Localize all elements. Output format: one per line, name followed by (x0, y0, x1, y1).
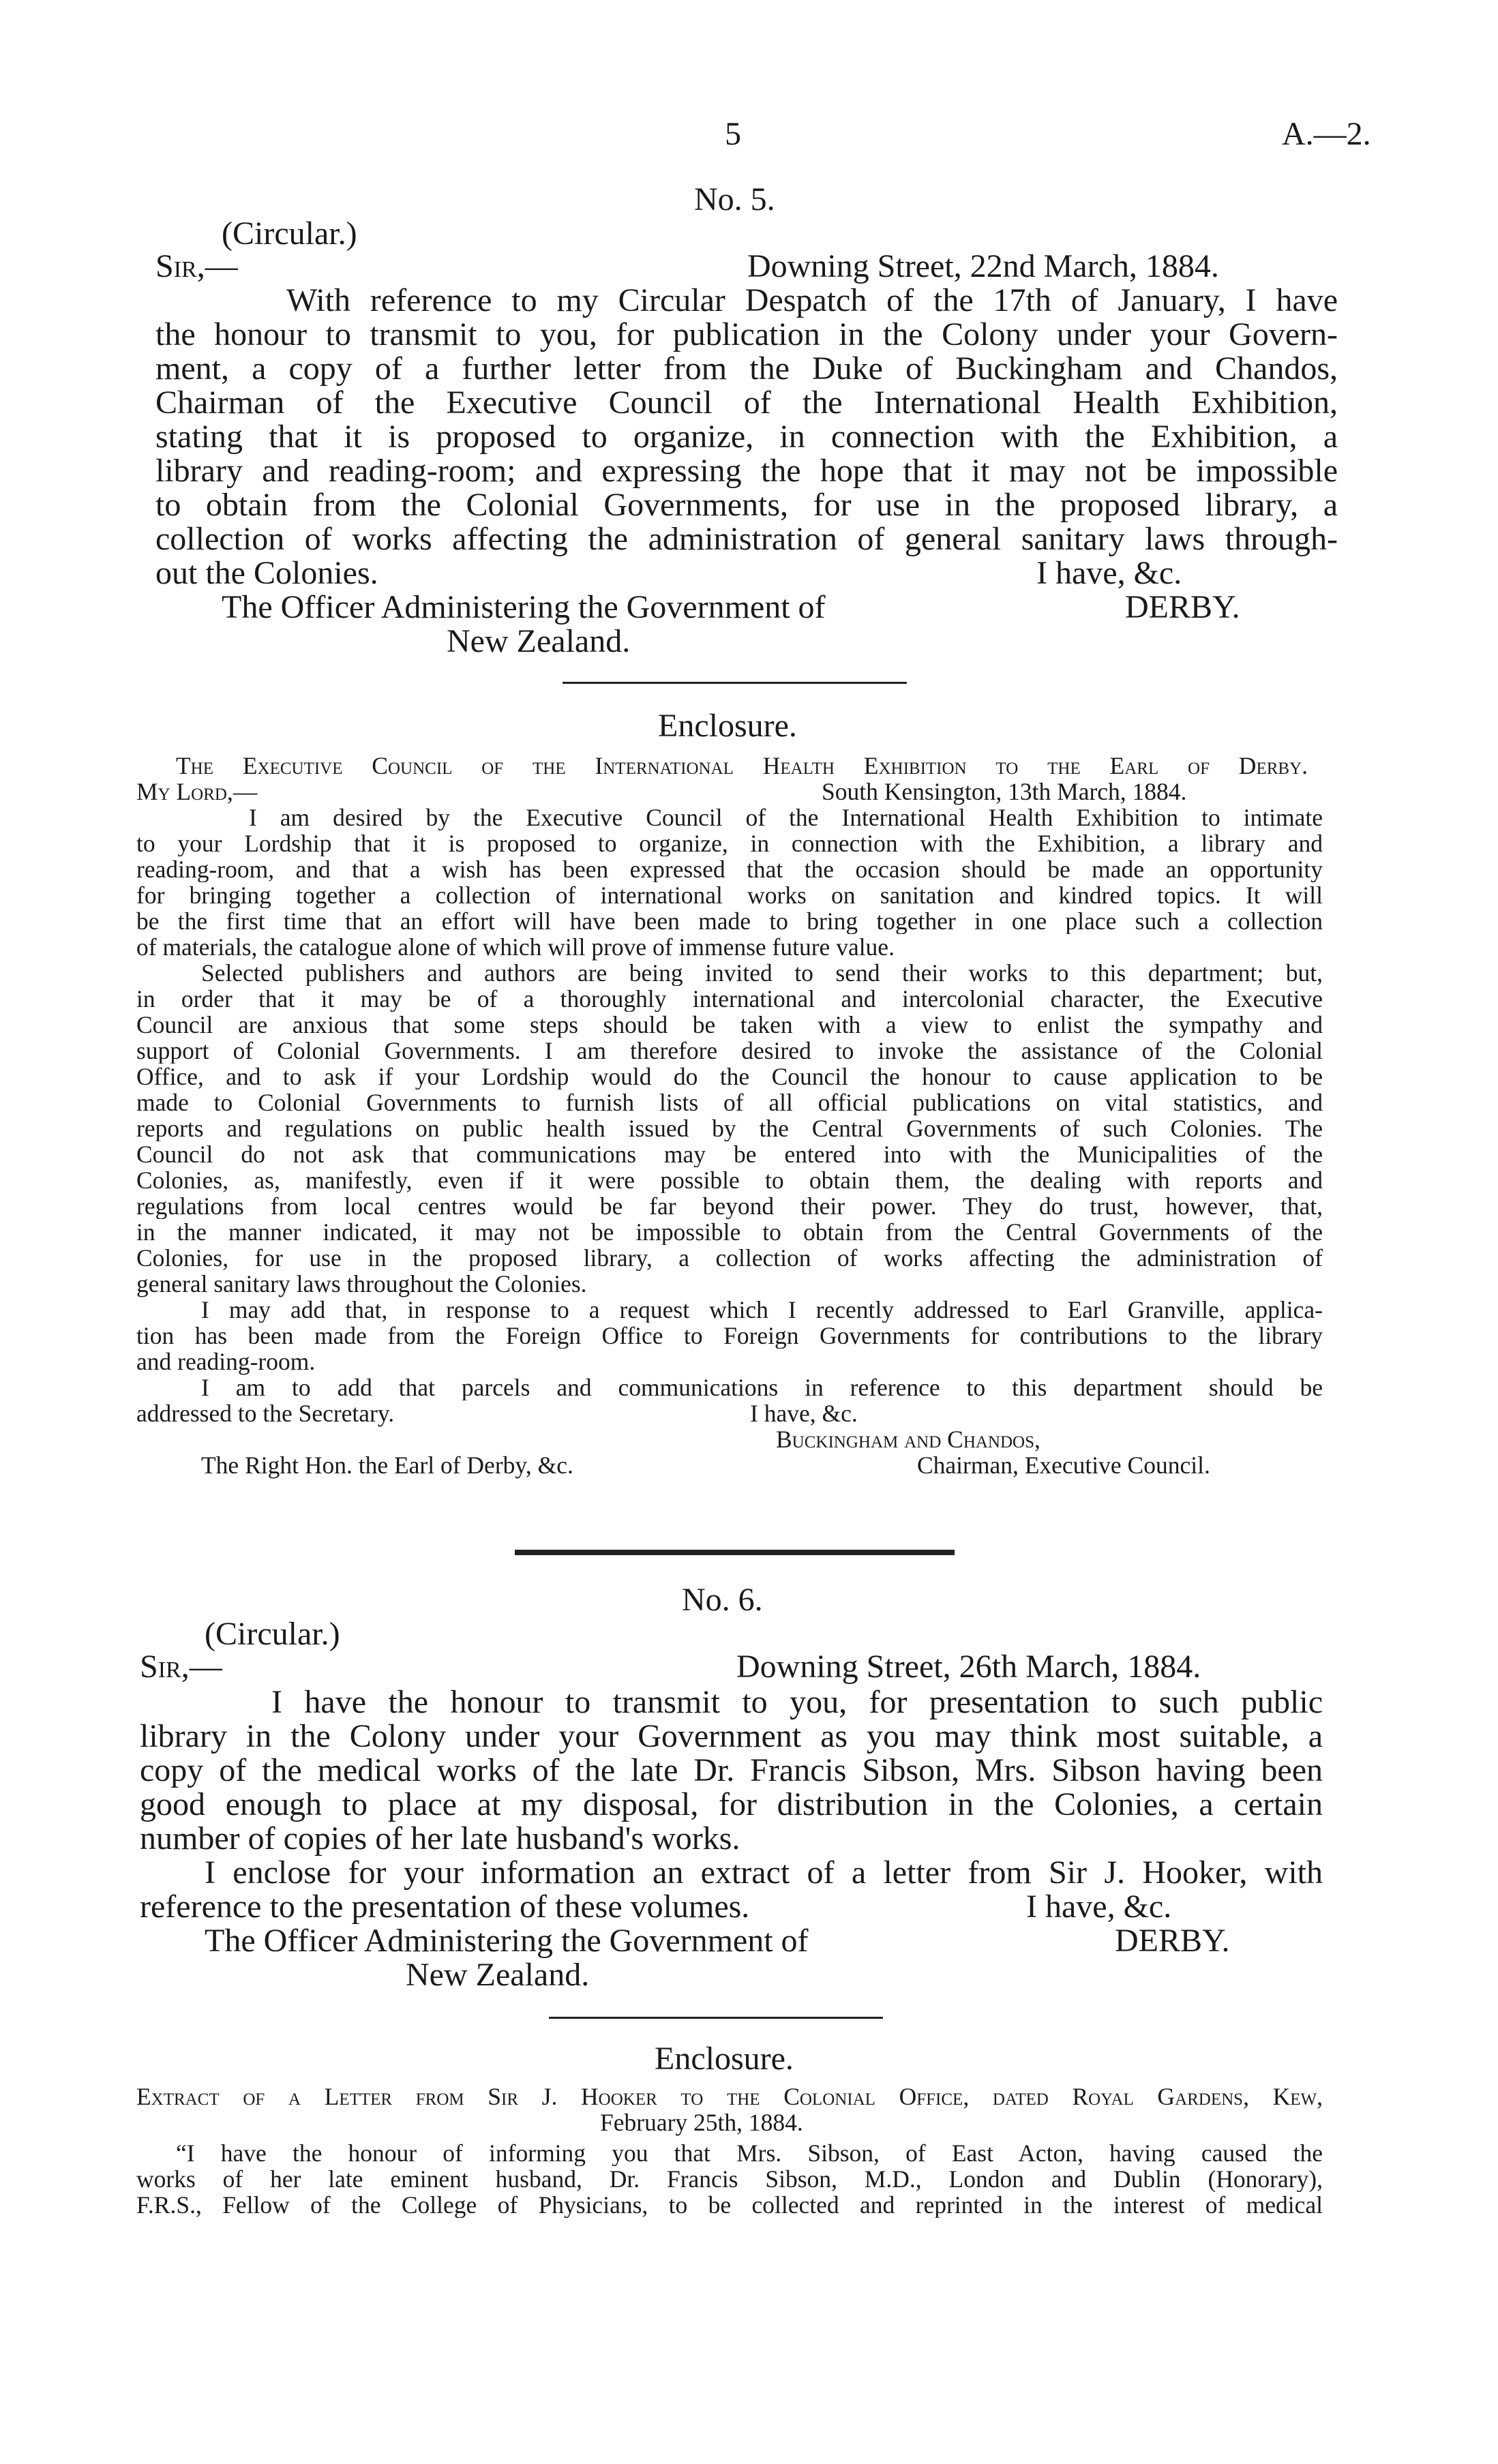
body-line: good enough to place at my disposal, for distribution in the Colonies, a certain (140, 1788, 1323, 1822)
enclosure-heading: Enclosure. (658, 708, 797, 744)
body-line: library in the Colony under your Government as you may think most suitable, a (140, 1719, 1323, 1754)
signature: DERBY. (1115, 1923, 1230, 1959)
body-line: I have the honour to transmit to you, for presentation to such public (271, 1685, 1323, 1719)
body-line: out the Colonies. (155, 555, 378, 591)
body-line: copy of the medical works of the late Dr. Francis Sibson, Mrs. Sibson having been (140, 1754, 1323, 1788)
body-line: support of Colonial Governments. I am therefore desired to invoke the assistance of the Colonial (136, 1038, 1323, 1064)
circular-label: (Circular.) (222, 215, 357, 252)
body-line: be the first time that an effort will have been made to bring together in one place such a collection (136, 909, 1323, 934)
despatch-heading: No. 5. (694, 181, 775, 217)
body-line: reports and regulations on public health issued by the Central Governments of such Colonies. The (136, 1116, 1323, 1141)
divider (549, 2017, 883, 2019)
body-line: to obtain from the Colonial Governments, for use in the proposed library, a (155, 488, 1338, 522)
salutation: My Lord,— (136, 778, 258, 805)
body-line: of materials, the catalogue alone of which will prove of immense future value. (136, 933, 895, 961)
circular-label: (Circular.) (205, 1616, 340, 1652)
divider (563, 682, 907, 684)
closing: I have, &c. (1026, 1889, 1172, 1925)
body-line: Colonies, as, manifestly, even if it were possible to obtain them, the dealing with reports and (136, 1168, 1323, 1193)
signature: Buckingham and Chandos, (776, 1426, 1040, 1453)
body-line: I may add that, in response to a request which I recently addressed to Earl Granville, applica- (201, 1297, 1323, 1323)
body-line: general sanitary laws throughout the Colonies. (136, 1270, 587, 1297)
salutation: Sir,— (155, 248, 238, 284)
despatch-heading: No. 6. (682, 1582, 763, 1618)
body-line: in the manner indicated, it may not be impossible to obtain from the Central Governments of the (136, 1220, 1323, 1245)
place-date: Downing Street, 26th March, 1884. (736, 1649, 1201, 1685)
place-date: Downing Street, 22nd March, 1884. (747, 248, 1219, 284)
enclosure-title-date: February 25th, 1884. (600, 2109, 803, 2136)
signature: DERBY. (1125, 589, 1240, 625)
divider-thick (515, 1550, 955, 1555)
body-line: library and reading-room; and expressing the hope that it may not be impossible (155, 454, 1338, 488)
body-line: I am to add that parcels and communications in reference to this department should be (201, 1375, 1323, 1400)
body-line: Chairman of the Executive Council of the International Health Exhibition, (155, 386, 1338, 420)
body-line: I enclose for your information an extract of a letter from Sir J. Hooker, with (205, 1856, 1323, 1890)
body-line: Office, and to ask if your Lordship would do the Council the honour to cause application to be (136, 1064, 1323, 1090)
body-line: stating that it is proposed to organize, in connection with the Exhibition, a (155, 420, 1338, 454)
body-line: number of copies of her late husband's works. (140, 1820, 740, 1857)
closing: I have, &c. (1036, 555, 1182, 591)
addressee: The Right Hon. the Earl of Derby, &c. (201, 1452, 573, 1479)
body-line: Council do not ask that communications may be entered into with the Municipalities of the (136, 1142, 1323, 1167)
document-reference: A.—2. (1282, 116, 1371, 152)
body-line: made to Colonial Governments to furnish lists of all official publications on vital statistics, and (136, 1090, 1323, 1115)
body-line: Colonies, for use in the proposed library, a collection of works affecting the administration of (136, 1246, 1323, 1271)
body-line: in order that it may be of a thoroughly international and intercolonial character, the Executive (136, 987, 1323, 1012)
body-line: With reference to my Circular Despatch of the 17th of January, I have (286, 284, 1338, 318)
page-number: 5 (725, 116, 741, 152)
body-line: for bringing together a collection of international works on sanitation and kindred topics. It will (136, 883, 1323, 908)
body-line: works of her late eminent husband, Dr. Francis Sibson, M.D., London and Dublin (Honorary), (136, 2167, 1323, 2192)
recipient-country: New Zealand. (406, 1957, 590, 1993)
enclosure-title: The Executive Council of the International Health Exhibition to the Earl of Derby. (176, 753, 1308, 779)
enclosure-heading: Enclosure. (655, 2041, 794, 2077)
body-line: tion has been made from the Foreign Office to Foreign Governments for contributions to the library (136, 1323, 1323, 1349)
body-line: ment, a copy of a further letter from the Duke of Buckingham and Chandos, (155, 352, 1338, 386)
body-line: Selected publishers and authors are being invited to send their works to this department; but, (201, 961, 1323, 986)
body-line: I am desired by the Executive Council of the International Health Exhibition to intimate (249, 805, 1323, 830)
body-line: to your Lordship that it is proposed to organize, in connection with the Exhibition, a library and (136, 831, 1323, 856)
place-date: South Kensington, 13th March, 1884. (822, 778, 1187, 805)
body-line: Council are anxious that some steps should be taken with a view to enlist the sympathy and (136, 1012, 1323, 1038)
body-line: reading-room, and that a wish has been expressed that the occasion should be made an opportunity (136, 857, 1323, 882)
closing: I have, &c. (750, 1400, 858, 1427)
body-line: “I have the honour of informing you that Mrs. Sibson, of East Acton, having caused the (176, 2141, 1323, 2166)
recipient: The Officer Administering the Government of (205, 1923, 809, 1959)
body-line: reference to the presentation of these volumes. (140, 1889, 750, 1925)
recipient-country: New Zealand. (447, 623, 631, 659)
body-line: and reading-room. (136, 1348, 316, 1375)
body-line: regulations from local centres would be far beyond their power. They do trust, however, that, (136, 1194, 1323, 1219)
body-line: collection of works affecting the administration of general sanitary laws through- (155, 522, 1338, 556)
body-line: the honour to transmit to you, for publication in the Colony under your Govern- (155, 318, 1338, 352)
salutation: Sir,— (140, 1649, 222, 1685)
enclosure-title: Extract of a Letter from Sir J. Hooker to the Colonial Office, dated Royal Gardens, Kew, (136, 2084, 1323, 2109)
body-line: F.R.S., Fellow of the College of Physicians, to be collected and reprinted in the interest of medical (136, 2193, 1323, 2218)
signatory-title: Chairman, Executive Council. (917, 1452, 1210, 1479)
recipient: The Officer Administering the Government of (222, 589, 826, 625)
body-line: addressed to the Secretary. (136, 1400, 395, 1427)
